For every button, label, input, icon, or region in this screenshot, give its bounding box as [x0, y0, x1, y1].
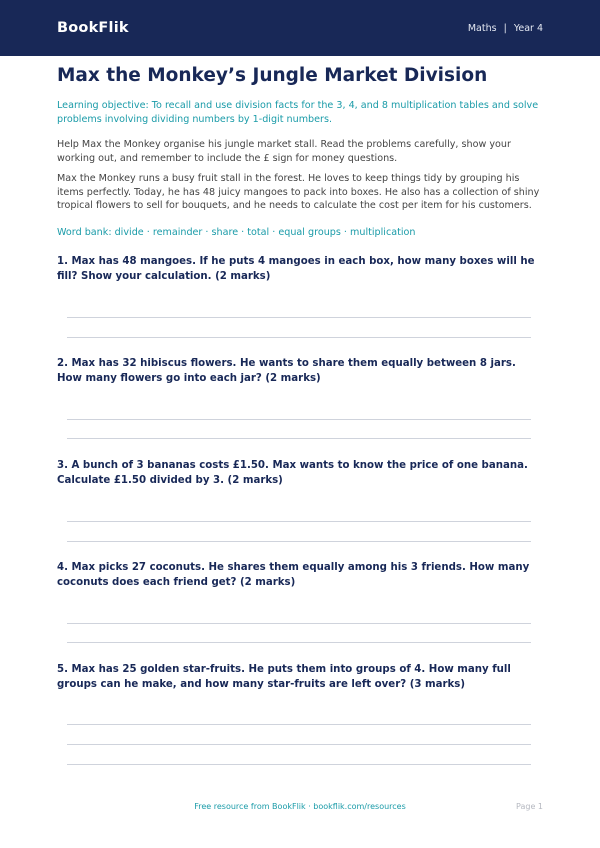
question-5: 5. Max has 25 golden star-fruits. He puts them into groups of 4. How many full groups can he make, and how many star-fruits are left over? (3 marks): [57, 664, 511, 690]
page-number: Page 1: [516, 802, 543, 811]
subject-label: Maths: [467, 22, 497, 34]
separator: |: [503, 22, 507, 34]
answer-line[interactable]: [67, 419, 531, 420]
answer-line[interactable]: [67, 724, 531, 725]
answer-line[interactable]: [67, 541, 531, 542]
answer-line[interactable]: [67, 642, 531, 643]
answer-line[interactable]: [67, 764, 531, 765]
page-title: Max the Monkey’s Jungle Market Division: [57, 65, 488, 86]
story-paragraph: Max the Monkey runs a busy fruit stall in the forest. He loves to keep things tidy by grouping his items perfectly. Today, he has 48 juicy mangoes to pack into boxes. He also has a collection of shiny tropical flowers to sell for bouquets, and he needs to calculate the cost per item for his customers.: [57, 173, 540, 211]
question-4: 4. Max picks 27 coconuts. He shares them equally among his 3 friends. How many coconuts does each friend get? (2 marks): [57, 562, 530, 588]
question-3: 3. A bunch of 3 bananas costs £1.50. Max wants to know the price of one banana. Calculate £1.50 divided by 3. (2 marks): [57, 460, 528, 486]
learning-objective: Learning objective: To recall and use division facts for the 3, 4, and 8 multiplication tables and solve problems involving dividing numbers by 1-digit numbers.: [57, 100, 539, 125]
footer-credit-link[interactable]: Free resource from BookFlik · bookflik.com/resources: [194, 802, 406, 811]
answer-line[interactable]: [67, 438, 531, 439]
page-footer: [0, 802, 600, 816]
question-2: 2. Max has 32 hibiscus flowers. He wants to share them equally between 8 jars. How many flowers go into each jar? (2 marks): [57, 358, 516, 384]
answer-line[interactable]: [67, 317, 531, 318]
answer-line[interactable]: [67, 623, 531, 624]
question-1: 1. Max has 48 mangoes. If he puts 4 mangoes in each box, how many boxes will he fill? Show your calculation. (2 marks): [57, 256, 535, 282]
word-bank: Word bank: divide · remainder · share · total · equal groups · multiplication: [57, 226, 416, 238]
answer-line[interactable]: [67, 337, 531, 338]
page-header: [0, 0, 600, 56]
intro-section: [57, 64, 543, 239]
year-label: Year 4: [513, 22, 543, 34]
answer-line[interactable]: [67, 744, 531, 745]
intro-paragraph: Help Max the Monkey organise his jungle market stall. Read the problems carefully, show your working out, and remember to include the £ sign for money questions.: [57, 139, 511, 164]
brand-logo-text: BookFlik: [57, 20, 129, 36]
subject-year-label: [468, 23, 543, 34]
answer-line[interactable]: [67, 521, 531, 522]
